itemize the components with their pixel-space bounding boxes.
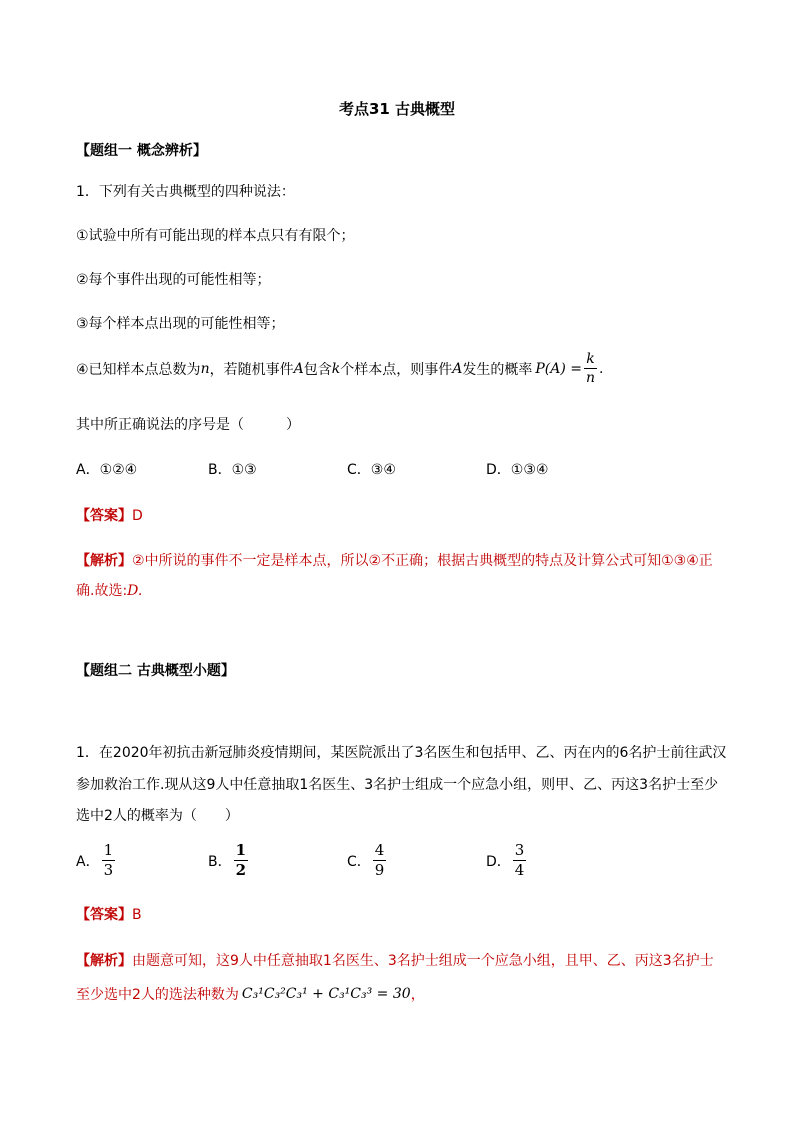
q2-option-c (347, 843, 388, 878)
q2-answer-tag: 【答案】 (76, 907, 132, 923)
q2-explanation-end: ， (410, 987, 425, 1003)
answer-line (76, 505, 143, 525)
q2-option-b (208, 843, 250, 878)
q2-option-b-den: 2 (235, 861, 247, 879)
q2-explanation-line-2 (76, 984, 425, 1004)
statement-4-text-e: 发生的概率 (462, 361, 533, 378)
q2-option-d-num: 3 (514, 841, 525, 859)
explanation-choice: D. (127, 583, 143, 599)
statement-4 (76, 352, 603, 385)
q2-option-b-fraction (234, 843, 248, 878)
q2-option-d-den: 4 (514, 861, 525, 879)
explanation-text-1: ②中所说的事件不一定是样本点，所以②不正确；根据古典概型的特点及计算公式可知①③④正 (132, 553, 713, 569)
q2-option-b-num: 1 (235, 841, 247, 859)
option-a: A．①②④ (76, 462, 138, 478)
q2-option-d (486, 843, 528, 878)
answer-tag: 【答案】 (76, 508, 132, 524)
q2-option-d-fraction (513, 843, 527, 878)
explanation-text-2: 确.故选: (76, 583, 128, 599)
var-A-2: A (452, 360, 463, 377)
q2-option-a-label: A． (76, 853, 100, 870)
q2-option-c-den: 9 (374, 861, 385, 879)
q2-option-a-fraction (102, 843, 116, 878)
q2-option-c-label: C． (347, 853, 371, 870)
section-header-problems: 【题组二 古典概型小题】 (76, 663, 235, 679)
q2-line-1: 1．在2020年初抗击新冠肺炎疫情期间，某医院派出了3名医生和包括甲、乙、丙在内的6名护士前往武汉 (76, 745, 727, 761)
option-c: C．③④ (347, 462, 396, 478)
question-stem: 1．下列有关古典概型的四种说法： (76, 184, 295, 200)
q2-option-a-den: 3 (103, 861, 114, 879)
statement-4-text-d: 个样本点，则事件 (340, 361, 453, 378)
statement-2: ②每个事件出现的可能性相等； (76, 272, 271, 288)
explanation-line-1 (76, 550, 713, 570)
explanation-tag: 【解析】 (76, 553, 132, 569)
q2-explanation-line-1 (76, 950, 714, 970)
option-b: B．①③ (208, 462, 257, 478)
var-k: k (331, 360, 341, 377)
q2-explanation-text-2: 至少选中2人的选法种数为 (76, 987, 239, 1003)
fraction-denominator: n (585, 370, 595, 386)
question-ask: 其中所正确说法的序号是（ ） (76, 417, 300, 433)
q2-line-3: 选中2人的概率为（ ） (76, 808, 239, 824)
statement-1: ①试验中所有可能出现的样本点只有有限个； (76, 228, 355, 244)
statement-4-text-b: ，若随机事件 (209, 361, 294, 378)
q2-explanation-tag: 【解析】 (76, 953, 132, 969)
q2-answer-line (76, 904, 142, 924)
fraction-k-over-n (584, 352, 597, 385)
q2-option-c-num: 4 (374, 841, 385, 859)
combination-formula: C₃¹C₃²C₃¹ + C₃¹C₃³ = 30 (241, 986, 411, 1002)
q2-option-a (76, 843, 117, 878)
page-title: 考点31 古典概型 (338, 100, 456, 118)
q2-line-2: 参加救治工作.现从这9人中任意抽取1名医生、3名护士组成一个应急小组，则甲、乙、丙这3名护士至少 (76, 777, 719, 793)
explanation-line-2 (76, 580, 142, 600)
statement-4-text-c: 包含 (303, 361, 332, 378)
statement-4-end: . (599, 360, 604, 377)
answer-value: D (132, 508, 143, 524)
option-d: D．①③④ (486, 462, 549, 478)
statement-4-text-a: ④已知样本点总数为 (76, 361, 201, 378)
statement-3: ③每个样本点出现的可能性相等； (76, 316, 285, 332)
probability-expr: P(A) = (535, 360, 582, 377)
q2-answer-value: B (132, 907, 142, 923)
var-n: n (200, 360, 210, 377)
section-header-concept: 【题组一 概念辨析】 (76, 143, 207, 159)
q2-option-b-label: B． (208, 853, 232, 870)
q2-explanation-text-1: 由题意可知，这9人中任意抽取1名医生、3名护士组成一个应急小组，且甲、乙、丙这3名护士 (132, 953, 714, 969)
q2-option-a-num: 1 (103, 841, 114, 859)
q2-option-c-fraction (373, 843, 387, 878)
fraction-numerator: k (586, 351, 595, 367)
q2-option-d-label: D． (486, 853, 511, 870)
var-A: A (293, 360, 304, 377)
